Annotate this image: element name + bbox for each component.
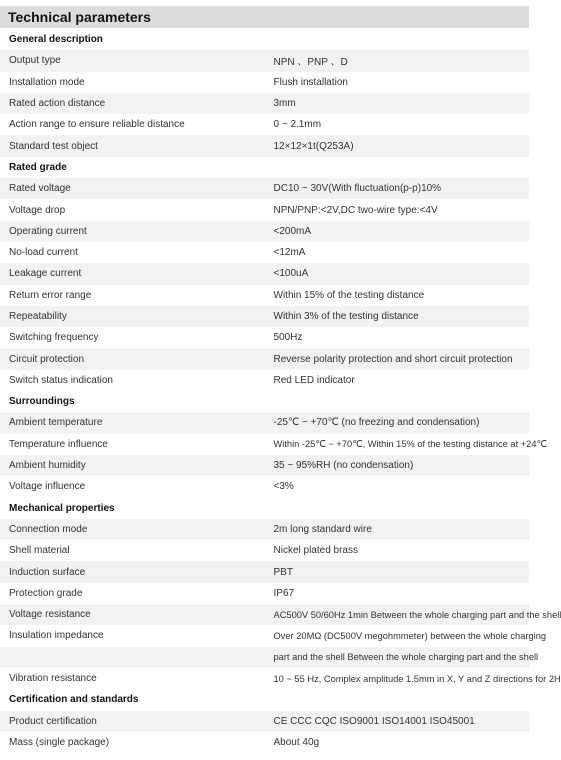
table-row <box>0 221 529 242</box>
parameter-name: Mass (single package) <box>0 732 265 753</box>
table-row <box>0 242 529 263</box>
parameter-value: NPN/PNP:<2V,DC two-wire type:<4V <box>265 199 530 220</box>
section-header: Rated grade <box>0 157 529 178</box>
table-row <box>0 604 529 625</box>
parameter-name: Rated voltage <box>0 178 265 199</box>
parameter-name: Voltage resistance <box>0 604 265 625</box>
table-row <box>0 540 529 561</box>
parameter-value: 500Hz <box>265 327 530 348</box>
parameter-name: Protection grade <box>0 583 265 604</box>
parameter-name: Action range to ensure reliable distance <box>0 114 265 135</box>
parameter-value: Within -25℃ ~ +70℃, Within 15% of the testing distance at +24℃ <box>265 434 530 455</box>
table-row <box>0 178 529 199</box>
parameter-value: Nickel plated brass <box>265 540 530 561</box>
parameters-table <box>0 29 561 753</box>
parameter-value: <100uA <box>265 263 530 284</box>
parameter-value: 3mm <box>265 93 530 114</box>
parameter-value: 35 ~ 95%RH (no condensation) <box>265 455 530 476</box>
parameter-name: Connection mode <box>0 519 265 540</box>
section-header-row <box>0 157 529 178</box>
parameter-name: Insulation impedance <box>0 625 265 646</box>
parameter-name: No-load current <box>0 242 265 263</box>
parameter-value: 2m long standard wire <box>265 519 530 540</box>
parameter-name: Voltage drop <box>0 199 265 220</box>
parameter-name: Operating current <box>0 221 265 242</box>
parameter-name <box>0 647 265 668</box>
table-row <box>0 625 529 646</box>
table-row <box>0 455 529 476</box>
parameter-value: Flush installation <box>265 72 530 93</box>
parameter-name: Ambient temperature <box>0 412 265 433</box>
parameter-value: CE CCC CQC ISO9001 ISO14001 ISO45001 <box>265 711 530 732</box>
parameter-value: About 40g <box>265 732 530 753</box>
table-row <box>0 348 529 369</box>
parameter-name: Voltage influence <box>0 476 265 497</box>
parameter-value: <200mA <box>265 221 530 242</box>
parameter-value: 10 ~ 55 Hz, Complex amplitude 1.5mm in X, Y and Z directions for 2H <box>265 668 530 689</box>
section-header-row <box>0 391 529 412</box>
table-row <box>0 711 529 732</box>
parameter-value: <12mA <box>265 242 530 263</box>
table-row <box>0 114 529 135</box>
table-row <box>0 561 529 582</box>
parameter-name: Switching frequency <box>0 327 265 348</box>
section-header: Surroundings <box>0 391 529 412</box>
table-row <box>0 327 529 348</box>
table-row <box>0 434 529 455</box>
table-row <box>0 72 529 93</box>
parameter-name: Output type <box>0 50 265 71</box>
table-row <box>0 263 529 284</box>
table-row <box>0 412 529 433</box>
section-header: General description <box>0 29 529 50</box>
table-row <box>0 519 529 540</box>
table-row <box>0 199 529 220</box>
table-row <box>0 50 529 71</box>
parameter-value: part and the shell Between the whole charging part and the shell <box>265 647 530 668</box>
table-row <box>0 476 529 497</box>
section-title: Technical parameters <box>0 6 529 28</box>
parameter-value: Within 3% of the testing distance <box>265 306 530 327</box>
parameter-value: Reverse polarity protection and short circuit protection <box>265 348 530 369</box>
parameter-name: Switch status indication <box>0 370 265 391</box>
parameter-value: DC10 ~ 30V(With fluctuation(p-p)10% <box>265 178 530 199</box>
table-row <box>0 668 529 689</box>
table-row <box>0 370 529 391</box>
section-header-row <box>0 29 529 50</box>
parameter-value: 0 ~ 2.1mm <box>265 114 530 135</box>
parameter-value: IP67 <box>265 583 530 604</box>
table-row <box>0 285 529 306</box>
parameter-value: <3% <box>265 476 530 497</box>
parameter-value: AC500V 50/60Hz 1min Between the whole charging part and the shell <box>265 604 530 625</box>
section-header: Certification and standards <box>0 689 529 710</box>
table-row <box>0 583 529 604</box>
parameter-name: Leakage current <box>0 263 265 284</box>
parameter-name: Temperature influence <box>0 434 265 455</box>
parameter-value: PBT <box>265 561 530 582</box>
parameter-value: 12×12×1t(Q253A) <box>265 135 530 156</box>
section-header-row <box>0 689 529 710</box>
section-header: Mechanical properties <box>0 498 529 519</box>
parameter-value: -25℃ ~ +70℃ (no freezing and condensation) <box>265 412 530 433</box>
parameter-name: Product certification <box>0 711 265 732</box>
table-row <box>0 135 529 156</box>
parameter-name: Induction surface <box>0 561 265 582</box>
parameter-name: Standard test object <box>0 135 265 156</box>
parameter-name: Rated action distance <box>0 93 265 114</box>
parameter-name: Circuit protection <box>0 348 265 369</box>
parameter-name: Installation mode <box>0 72 265 93</box>
parameter-value: Over 20MΩ (DC500V megohmmeter) between the whole charging <box>265 625 530 646</box>
parameter-name: Return error range <box>0 285 265 306</box>
parameter-value: Red LED indicator <box>265 370 530 391</box>
parameter-name: Vibration resistance <box>0 668 265 689</box>
parameter-value: NPN 、PNP 、D <box>265 50 530 71</box>
parameter-value: Within 15% of the testing distance <box>265 285 530 306</box>
parameter-name: Repeatability <box>0 306 265 327</box>
section-header-row <box>0 498 529 519</box>
table-row <box>0 732 529 753</box>
table-row <box>0 647 529 668</box>
table-row <box>0 306 529 327</box>
table-row <box>0 93 529 114</box>
parameter-name: Shell material <box>0 540 265 561</box>
parameter-name: Ambient humidity <box>0 455 265 476</box>
